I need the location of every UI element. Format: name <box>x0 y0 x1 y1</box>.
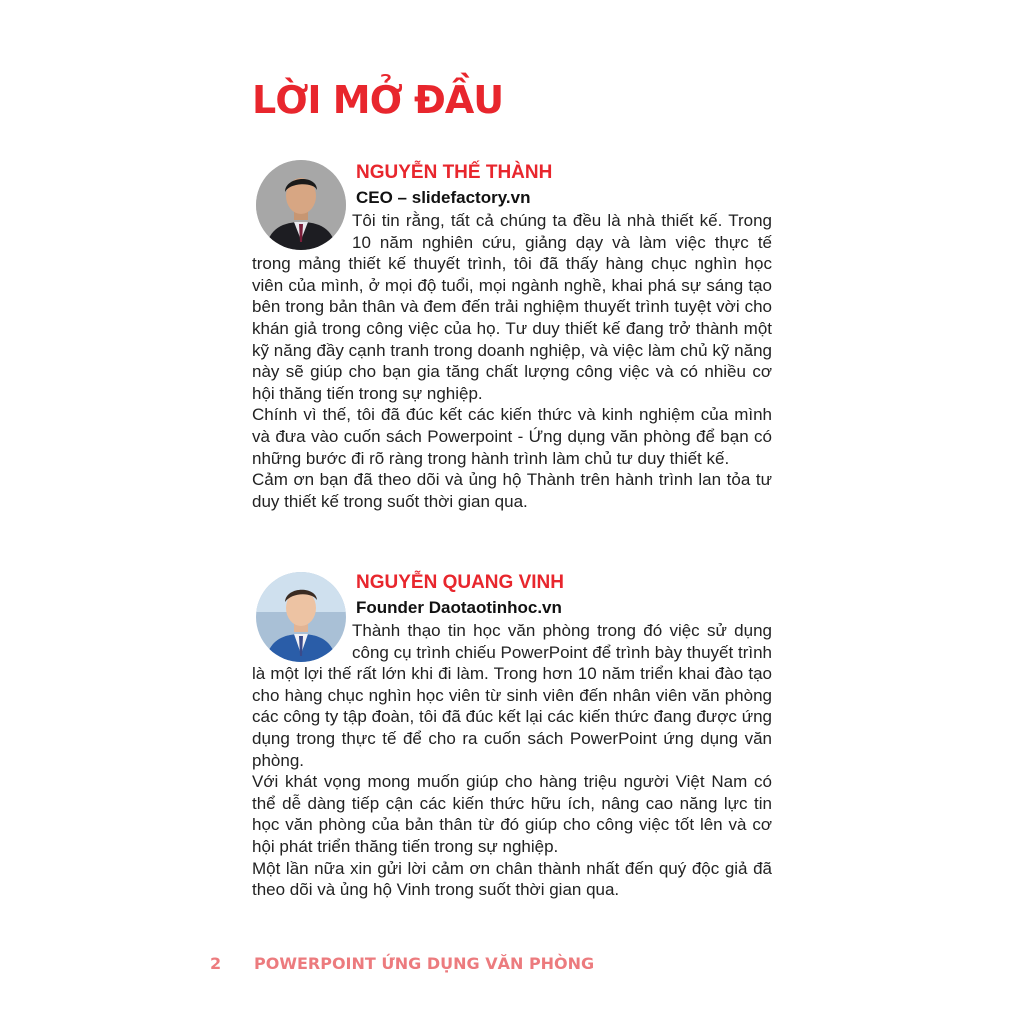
bio-paragraph: Tôi tin rằng, tất cả chúng ta đều là nhà thiết kế. Trong 10 năm nghiên cứu, giảng dạy và làm việc thực tế trong mảng thiết kế thuyết trình, tôi đã thấy hàng chục nghìn học viên của mình, ở mọi độ tuổi, mọi ngành nghề, khai phá sự sáng tạo bên trong bản thân và đem đến trải nghiệm thuyết trình tuyệt vời cho khán giả trong công việc của họ. Tư duy thiết kế đang trở thành một kỹ năng đầy cạnh tranh trong doanh nghiệp, và việc làm chủ kỹ năng này sẽ giúp cho bạn gia tăng chất lượng công việc và có nhiều cơ hội thăng tiến trong sự nghiệp. <box>252 211 772 403</box>
bio-paragraph: Thành thạo tin học văn phòng trong đó việc sử dụng công cụ trình chiếu PowerPoint để trình bày thuyết trình là một lợi thế rất lớn khi đi làm. Trong hơn 10 năm triển khai đào tạo cho hàng chục nghìn học viên từ sinh viên đến nhân viên văn phòng các công ty tập đoàn, tôi đã đúc kết lại các kiến thức đang được ứng dụng trong thực tế để cho ra cuốn sách PowerPoint ứng dụng văn phòng. <box>252 621 772 770</box>
page-title: LỜI MỞ ĐẦU <box>252 78 504 122</box>
author-role: Founder Daotaotinhoc.vn <box>356 598 562 617</box>
page-number: 2 <box>210 954 222 973</box>
bio-paragraph: Chính vì thế, tôi đã đúc kết các kiến thức và kinh nghiệm của mình và đưa vào cuốn sách Powerpoint - Ứng dụng văn phòng để bạn có những bước đi rõ ràng trong hành trình làm chủ tư duy thiết kế. <box>252 405 772 468</box>
bio-paragraph: Một lần nữa xin gửi lời cảm ơn chân thành nhất đến quý độc giả đã theo dõi và ủng hộ Vinh trong suốt thời gian qua. <box>252 858 772 900</box>
author-role: CEO – slidefactory.vn <box>356 188 531 207</box>
book-title: POWERPOINT ỨNG DỤNG VĂN PHÒNG <box>254 954 595 973</box>
page-footer <box>210 952 594 976</box>
author-bio <box>252 210 772 512</box>
author-name: NGUYỄN THẾ THÀNH <box>356 162 553 183</box>
author-name: NGUYỄN QUANG VINH <box>356 572 564 593</box>
bio-paragraph: Cảm ơn bạn đã theo dõi và ủng hộ Thành trên hành trình lan tỏa tư duy thiết kế trong suốt thời gian qua. <box>252 470 772 511</box>
bio-paragraph: Với khát vọng mong muốn giúp cho hàng triệu người Việt Nam có thể dễ dàng tiếp cận các kiến thức hữu ích, nâng cao năng lực tin học văn phòng của bản thân từ đó giúp cho công việc tốt lên và cơ hội phát triển thăng tiến trong sự nghiệp. <box>252 772 772 856</box>
author-bio <box>252 620 772 901</box>
